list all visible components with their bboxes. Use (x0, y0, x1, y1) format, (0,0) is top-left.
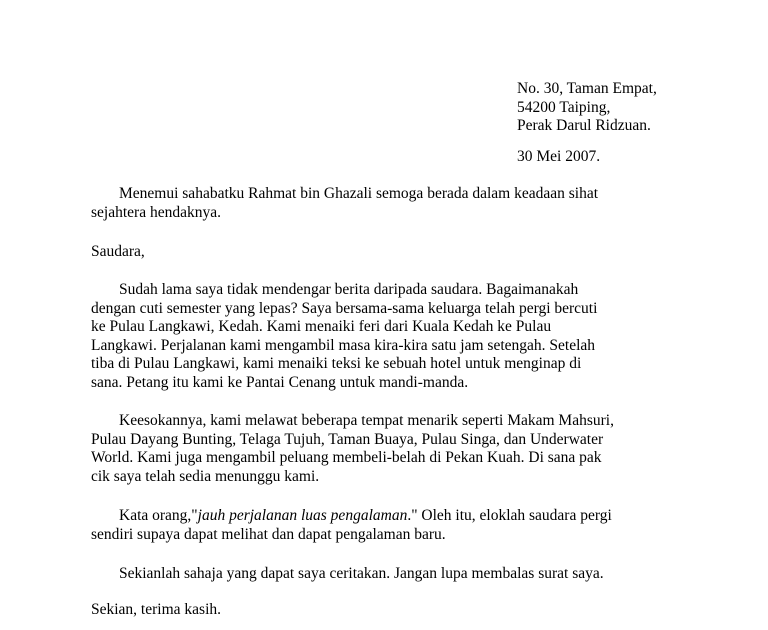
closing (91, 601, 691, 620)
paragraph-1-line-4: Langkawi. Perjalanan kami mengambil masa kira-kira satu jam setengah. Setelah (91, 336, 596, 354)
proverb-quote: jauh perjalanan luas pengalaman (197, 507, 408, 524)
sender-address (517, 80, 757, 136)
salutation (91, 243, 691, 262)
greeting-paragraph (91, 185, 691, 222)
paragraph-3-line-1 (91, 507, 691, 526)
greeting-line-2: sejahtera hendaknya. (91, 203, 221, 221)
address-line-3: Perak Darul Ridzuan. (517, 117, 651, 135)
paragraph-1-line-6: sana. Petang itu kami ke Pantai Cenang untuk mandi-manda. (91, 373, 469, 391)
body-paragraph-2 (91, 412, 691, 486)
paragraph-3-line-1-after: ." Oleh itu, eloklah saudara pergi (407, 507, 612, 524)
address-line-1: No. 30, Taman Empat, (517, 80, 657, 97)
closing-text: Sekian, terima kasih. (91, 601, 221, 618)
paragraph-2-line-4: cik saya telah sedia menunggu kami. (91, 467, 320, 485)
address-line-2: 54200 Taiping, (517, 98, 611, 116)
greeting-line-1: Menemui sahabatku Rahmat bin Ghazali semoga berada dalam keadaan sihat (119, 185, 599, 202)
paragraph-1-line-3: ke Pulau Langkawi, Kedah. Kami menaiki feri dari Kuala Kedah ke Pulau (91, 318, 552, 336)
paragraph-1-line-2: dengan cuti semester yang lepas? Saya bersama-sama keluarga telah pergi bercuti (91, 299, 598, 317)
body-paragraph-3 (91, 507, 691, 544)
paragraph-4-line-1: Sekianlah sahaja yang dapat saya ceritakan. Jangan lupa membalas surat saya. (119, 565, 604, 582)
paragraph-1-line-1: Sudah lama saya tidak mendengar berita daripada saudara. Bagaimanakah (119, 281, 579, 298)
paragraph-2-line-2: Pulau Dayang Bunting, Telaga Tujuh, Taman Buaya, Pulau Singa, dan Underwater (91, 430, 604, 448)
body-paragraph-1 (91, 281, 691, 393)
paragraph-3-line-1-before: Kata orang," (119, 507, 198, 524)
body-paragraph-4 (91, 565, 691, 584)
paragraph-2-line-3: World. Kami juga mengambil peluang membeli-belah di Pekan Kuah. Di sana pak (91, 449, 602, 467)
paragraph-2-line-1: Keesokannya, kami melawat beberapa tempat menarik seperti Makam Mahsuri, (119, 412, 614, 429)
salutation-text: Saudara, (91, 243, 145, 260)
paragraph-1-line-5: tiba di Pulau Langkawi, kami menaiki teksi ke sebuah hotel untuk menginap di (91, 355, 582, 373)
paragraph-3-line-2: sendiri supaya dapat melihat dan dapat pengalaman baru. (91, 525, 446, 543)
letter-date: 30 Mei 2007. (517, 148, 601, 165)
